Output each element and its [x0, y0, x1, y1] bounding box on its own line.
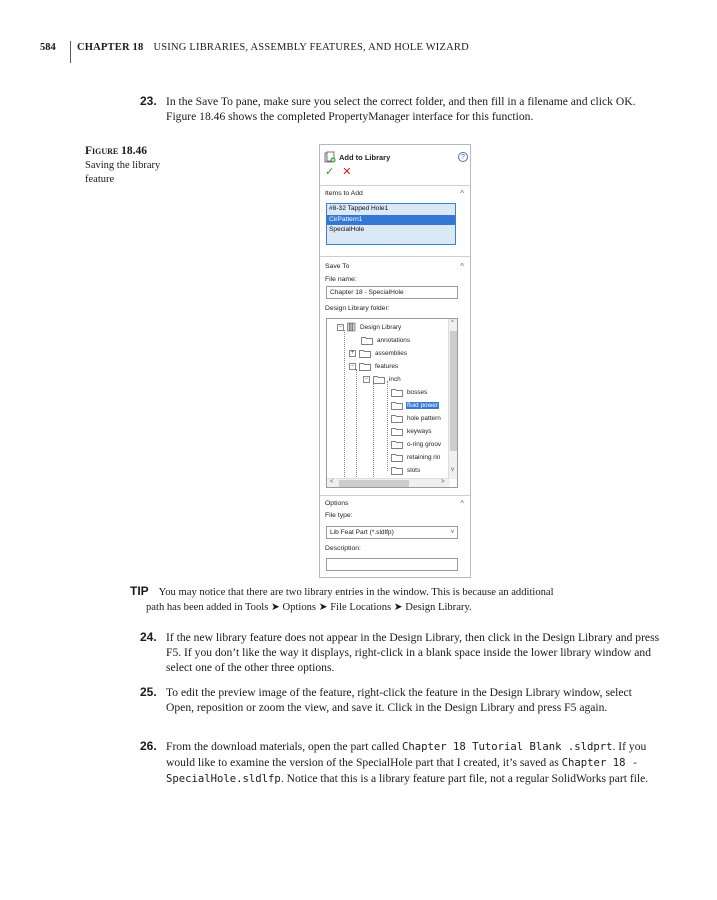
tree-node-features[interactable]: [349, 360, 399, 372]
folder-icon: [359, 349, 371, 358]
description-input[interactable]: [326, 558, 458, 571]
tree-node-assemblies[interactable]: [349, 347, 408, 359]
scroll-thumb[interactable]: [339, 480, 409, 487]
divider: [320, 185, 470, 186]
ok-button[interactable]: ✓: [325, 166, 335, 178]
folder-icon: [391, 453, 403, 462]
step-24: [140, 630, 660, 676]
tree-node-child[interactable]: [391, 425, 433, 437]
figure-label: Figure 18.46: [85, 145, 148, 157]
folder-icon: [391, 401, 403, 410]
tree-node-child[interactable]: [391, 399, 439, 411]
folder-icon: [391, 427, 403, 436]
resize-handle-icon[interactable]: °: [388, 244, 391, 250]
tree-label: retaining rin: [407, 453, 441, 461]
add-to-library-icon: [324, 151, 336, 163]
tree-label: Design Library: [360, 323, 402, 331]
vertical-scrollbar[interactable]: [448, 319, 457, 479]
tree-guide: [387, 381, 388, 471]
folder-icon: [359, 362, 371, 371]
collapse-icon[interactable]: ^: [460, 189, 464, 198]
list-item[interactable]: SpecialHole: [329, 226, 365, 233]
file-name-input[interactable]: Chapter 18 - SpecialHole: [326, 286, 458, 299]
step-25: [140, 685, 660, 715]
file-type-value: Lib Feat Part (*.sldlfp): [330, 529, 394, 536]
collapse-icon[interactable]: ^: [460, 499, 464, 508]
scroll-right-icon[interactable]: >: [441, 479, 445, 485]
tree-label: features: [375, 362, 399, 370]
file-name-code: Chapter 18 - SpecialHole.sldlfp: [166, 757, 639, 786]
file-name-label: File name:: [325, 276, 357, 283]
tree-label: o-ring groov: [407, 440, 442, 448]
step-text: If the new library feature does not appear in the Design Library, then click in the Design Library and press F5. If you don’t like the way it displays, right-click in a blank space inside the lower library window and select one of the other three options.: [166, 631, 660, 675]
folder-icon: [391, 440, 403, 449]
tree-node-child[interactable]: [391, 386, 428, 398]
tree-node-child[interactable]: [391, 451, 441, 463]
divider: [320, 495, 470, 496]
tree-node-child[interactable]: [391, 412, 442, 424]
tree-label: bosses: [407, 388, 428, 396]
page-number: 584: [40, 42, 56, 53]
tree-node-root[interactable]: [337, 321, 402, 333]
tip-label: TIP: [130, 584, 149, 598]
save-to-section-title[interactable]: Save To: [325, 263, 350, 270]
figure-caption-text: Saving the library feature: [85, 159, 161, 185]
step-text: [166, 739, 660, 788]
items-section-title[interactable]: Items to Add: [325, 190, 363, 197]
library-icon: [347, 322, 356, 332]
folder-label: Design Library folder:: [325, 305, 390, 312]
tree-label: inch: [389, 375, 401, 383]
file-name-code: Chapter 18 Tutorial Blank .sldprt: [402, 741, 613, 753]
folder-icon: [373, 375, 385, 384]
running-header: [40, 41, 469, 63]
property-manager-panel: [319, 144, 471, 578]
horizontal-scrollbar[interactable]: [327, 478, 450, 487]
step-number: 25.: [140, 685, 157, 699]
chapter-title: USING LIBRARIES, ASSEMBLY FEATURES, AND HOLE WIZARD: [153, 42, 469, 53]
step-text-part: From the download materials, open the part called: [166, 740, 402, 753]
tip-text: You may notice that there are two library entries in the window. This is because an additional: [158, 587, 554, 598]
scroll-left-icon[interactable]: <: [330, 479, 334, 485]
tree-label-selected: fluid power: [407, 401, 438, 409]
tree-label: annotations: [377, 336, 411, 344]
list-item[interactable]: CirPattern1: [327, 215, 455, 226]
tree-node-child[interactable]: [391, 438, 442, 450]
design-library-tree[interactable]: [326, 318, 458, 488]
step-text-part: . Notice that this is a library feature part file, not a regular SolidWorks part file.: [280, 772, 649, 786]
tree-node-child[interactable]: [391, 464, 421, 476]
step-23: [140, 94, 660, 124]
divider: [320, 256, 470, 257]
collapse-icon[interactable]: −: [364, 375, 369, 382]
chevron-down-icon: v: [451, 529, 454, 535]
tip-note: [130, 584, 650, 615]
tree-label: hole pattern: [407, 414, 441, 422]
description-label: Description:: [325, 545, 361, 552]
tree-label: slots: [407, 466, 421, 474]
tip-text-line2: path has been added in Tools ➤ Options ➤ File Locations ➤ Design Library.: [146, 602, 472, 613]
help-icon[interactable]: ?: [458, 152, 468, 162]
file-type-select[interactable]: [326, 526, 458, 539]
collapse-icon[interactable]: −: [338, 323, 343, 330]
list-item[interactable]: #8-32 Tapped Hole1: [329, 205, 389, 212]
step-number: 24.: [140, 630, 157, 644]
tree-guide: [373, 381, 374, 477]
cancel-button[interactable]: ✕: [342, 166, 352, 178]
step-text: To edit the preview image of the feature, right-click the feature in the Design Library window, select Open, reposition or zoom the view, and save it. Click in the Design Library and press F5 again.: [166, 686, 632, 715]
tree-node-annotations[interactable]: [361, 334, 411, 346]
tree-label: assemblies: [375, 349, 407, 357]
file-type-label: File type:: [325, 512, 353, 519]
expand-icon[interactable]: +: [350, 349, 355, 356]
pm-title: Add to Library: [339, 152, 391, 162]
options-section-title[interactable]: Options: [325, 500, 349, 507]
step-number: 23.: [140, 94, 157, 108]
tree-label: keyways: [407, 427, 432, 435]
chapter-number: CHAPTER 18: [77, 42, 144, 53]
collapse-icon[interactable]: −: [350, 362, 355, 369]
step-26: [140, 739, 660, 788]
tree-guide: [356, 369, 357, 477]
step-text: In the Save To pane, make sure you select the correct folder, and then fill in a filename and click OK. Figure 18.46 shows the completed PropertyManager interface for this function.: [166, 95, 636, 124]
step-number: 26.: [140, 739, 157, 753]
scroll-thumb[interactable]: [450, 331, 457, 451]
folder-icon: [361, 336, 373, 345]
scroll-up-icon[interactable]: ^: [451, 320, 454, 326]
step-text-part: . If you would like to examine the version of the SpecialHole part that I created, it’s saved as: [166, 740, 647, 770]
tree-node-inch[interactable]: [363, 373, 402, 385]
figure-caption: [85, 144, 175, 188]
items-listbox[interactable]: [326, 203, 456, 245]
collapse-icon[interactable]: ^: [460, 262, 464, 271]
folder-icon: [391, 466, 403, 475]
pm-header: [324, 149, 468, 165]
header-divider: [70, 41, 71, 63]
ok-cancel-row: [325, 165, 351, 178]
folder-icon: [391, 414, 403, 423]
tree-guide: [344, 330, 345, 477]
folder-icon: [391, 388, 403, 397]
scroll-down-icon[interactable]: v: [451, 467, 454, 473]
